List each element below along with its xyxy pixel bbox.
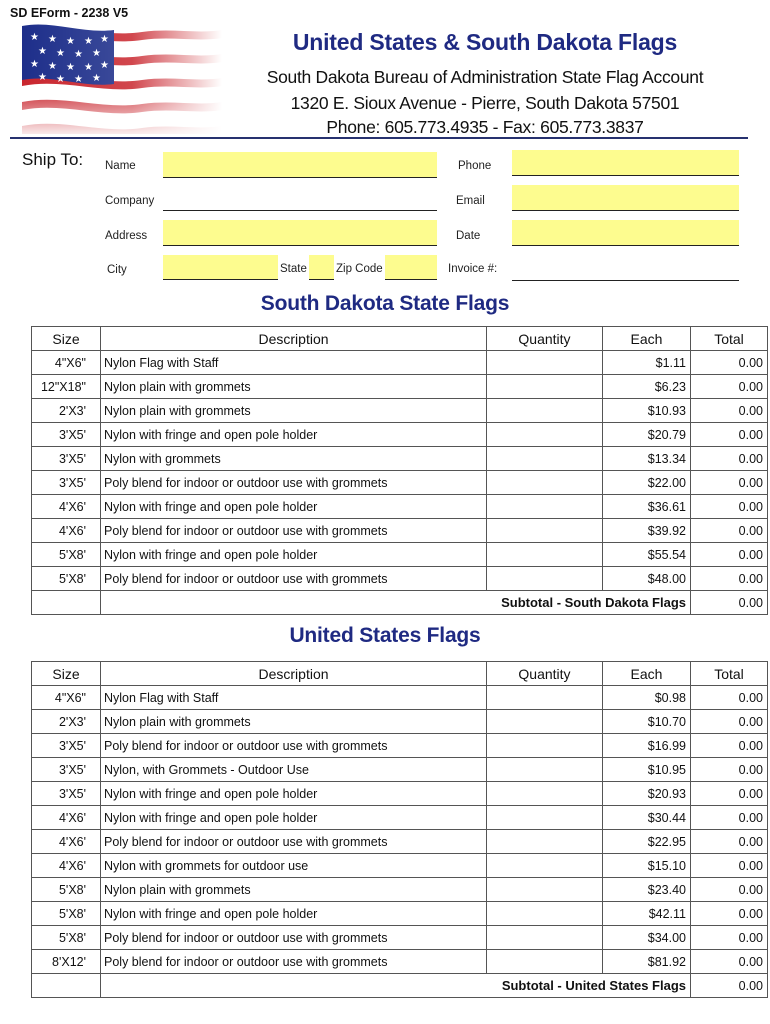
subtotal-row [32, 591, 768, 615]
table-row [32, 686, 768, 710]
size-cell: 4'X6' [32, 806, 101, 830]
description-cell: Nylon Flag with Staff [101, 686, 487, 710]
description-cell: Poly blend for indoor or outdoor use with grommets [101, 734, 487, 758]
line-total-cell: 0.00 [691, 399, 768, 423]
unit-price-cell: $10.95 [603, 758, 691, 782]
address-label: Address [105, 230, 148, 242]
table-row [32, 758, 768, 782]
table-row [32, 926, 768, 950]
line-total-cell: 0.00 [691, 495, 768, 519]
quantity-input-cell[interactable] [487, 351, 603, 375]
line-total-cell: 0.00 [691, 543, 768, 567]
table-row [32, 351, 768, 375]
table-row [32, 710, 768, 734]
subtotal-value: 0.00 [691, 591, 768, 615]
total-column-header: Total [691, 327, 768, 351]
line-total-cell: 0.00 [691, 447, 768, 471]
company-label: Company [105, 195, 155, 207]
line-total-cell: 0.00 [691, 375, 768, 399]
table-row [32, 567, 768, 591]
address-field[interactable] [163, 220, 437, 246]
line-total-cell: 0.00 [691, 902, 768, 926]
line-total-cell: 0.00 [691, 734, 768, 758]
quantity-input-cell[interactable] [487, 734, 603, 758]
size-cell: 4'X6' [32, 854, 101, 878]
table-row [32, 423, 768, 447]
description-cell: Nylon with fringe and open pole holder [101, 495, 487, 519]
table-row [32, 902, 768, 926]
unit-price-cell: $22.95 [603, 830, 691, 854]
sd-flags-table [31, 326, 768, 615]
line-total-cell: 0.00 [691, 351, 768, 375]
size-cell: 5'X8' [32, 902, 101, 926]
quantity-input-cell[interactable] [487, 830, 603, 854]
description-cell: Nylon plain with grommets [101, 375, 487, 399]
unit-price-cell: $36.61 [603, 495, 691, 519]
line-total-cell: 0.00 [691, 519, 768, 543]
size-cell: 5'X8' [32, 926, 101, 950]
size-cell: 5'X8' [32, 878, 101, 902]
table-row [32, 471, 768, 495]
table-row [32, 854, 768, 878]
size-cell: 2'X3' [32, 710, 101, 734]
size-cell: 3'X5' [32, 782, 101, 806]
description-cell: Nylon, with Grommets - Outdoor Use [101, 758, 487, 782]
invoice-field[interactable] [512, 258, 739, 281]
size-cell: 3'X5' [32, 734, 101, 758]
phone-fax-line: Phone: 605.773.4935 - Fax: 605.773.3837 [326, 117, 644, 137]
table-row [32, 878, 768, 902]
description-cell: Nylon with grommets for outdoor use [101, 854, 487, 878]
description-cell: Poly blend for indoor or outdoor use with grommets [101, 950, 487, 974]
table-row [32, 375, 768, 399]
subtotal-row [32, 974, 768, 998]
description-cell: Nylon with fringe and open pole holder [101, 902, 487, 926]
quantity-input-cell[interactable] [487, 806, 603, 830]
unit-price-cell: $55.54 [603, 543, 691, 567]
unit-price-cell: $20.79 [603, 423, 691, 447]
size-cell: 4"X6" [32, 686, 101, 710]
table-row [32, 806, 768, 830]
size-cell: 8'X12' [32, 950, 101, 974]
unit-price-cell: $10.70 [603, 710, 691, 734]
table-header-row [32, 327, 768, 351]
line-total-cell: 0.00 [691, 878, 768, 902]
quantity-input-cell[interactable] [487, 543, 603, 567]
state-field[interactable] [309, 255, 334, 280]
unit-price-cell: $15.10 [603, 854, 691, 878]
table-row [32, 495, 768, 519]
subtotal-spacer [32, 591, 101, 615]
address-line: 1320 E. Sioux Avenue - Pierre, South Dakota 57501 [290, 93, 680, 113]
line-total-cell: 0.00 [691, 567, 768, 591]
table-row [32, 447, 768, 471]
each-column-header: Each [603, 662, 691, 686]
total-column-header: Total [691, 662, 768, 686]
description-cell: Nylon with fringe and open pole holder [101, 806, 487, 830]
unit-price-cell: $22.00 [603, 471, 691, 495]
quantity-input-cell[interactable] [487, 447, 603, 471]
size-cell: 12"X18" [32, 375, 101, 399]
quantity-input-cell[interactable] [487, 495, 603, 519]
description-cell: Poly blend for indoor or outdoor use with grommets [101, 471, 487, 495]
table-row [32, 782, 768, 806]
description-cell: Nylon plain with grommets [101, 710, 487, 734]
table-row [32, 543, 768, 567]
unit-price-cell: $1.11 [603, 351, 691, 375]
size-cell: 3'X5' [32, 758, 101, 782]
sd-section-title: South Dakota State Flags [260, 292, 510, 315]
unit-price-cell: $81.92 [603, 950, 691, 974]
unit-price-cell: $30.44 [603, 806, 691, 830]
size-cell: 4'X6' [32, 830, 101, 854]
quantity-column-header: Quantity [487, 327, 603, 351]
form-title: United States & South Dakota Flags [292, 29, 678, 55]
size-cell: 3'X5' [32, 423, 101, 447]
city-field[interactable] [163, 255, 278, 280]
quantity-input-cell[interactable] [487, 471, 603, 495]
unit-price-cell: $10.93 [603, 399, 691, 423]
quantity-input-cell[interactable] [487, 423, 603, 447]
description-cell: Nylon plain with grommets [101, 399, 487, 423]
city-label: City [107, 264, 127, 276]
line-total-cell: 0.00 [691, 830, 768, 854]
size-cell: 2'X3' [32, 399, 101, 423]
line-total-cell: 0.00 [691, 950, 768, 974]
agency-line: South Dakota Bureau of Administration State Flag Account [266, 67, 704, 87]
quantity-input-cell[interactable] [487, 710, 603, 734]
table-row [32, 734, 768, 758]
size-column-header: Size [32, 662, 101, 686]
table-row [32, 830, 768, 854]
line-total-cell: 0.00 [691, 758, 768, 782]
size-column-header: Size [32, 327, 101, 351]
unit-price-cell: $20.93 [603, 782, 691, 806]
table-row [32, 399, 768, 423]
invoice-label: Invoice #: [448, 263, 498, 275]
description-cell: Nylon with fringe and open pole holder [101, 782, 487, 806]
size-cell: 3'X5' [32, 447, 101, 471]
line-total-cell: 0.00 [691, 686, 768, 710]
email-label: Email [456, 195, 485, 207]
subtotal-label: Subtotal - South Dakota Flags [101, 591, 691, 615]
description-column-header: Description [101, 662, 487, 686]
size-cell: 4'X6' [32, 519, 101, 543]
table-row [32, 950, 768, 974]
line-total-cell: 0.00 [691, 926, 768, 950]
date-field[interactable] [512, 220, 739, 246]
quantity-column-header: Quantity [487, 662, 603, 686]
subtotal-spacer [32, 974, 101, 998]
phone-field[interactable] [512, 150, 739, 176]
description-cell: Poly blend for indoor or outdoor use with grommets [101, 567, 487, 591]
header-divider [10, 137, 748, 139]
quantity-input-cell[interactable] [487, 375, 603, 399]
size-cell: 4'X6' [32, 495, 101, 519]
table-header-row [32, 662, 768, 686]
unit-price-cell: $34.00 [603, 926, 691, 950]
zip-label: Zip Code [336, 263, 383, 275]
zip-field[interactable] [385, 255, 437, 280]
quantity-input-cell[interactable] [487, 758, 603, 782]
quantity-input-cell[interactable] [487, 950, 603, 974]
unit-price-cell: $23.40 [603, 878, 691, 902]
size-cell: 3'X5' [32, 471, 101, 495]
company-field[interactable] [163, 188, 437, 211]
us-flag-image [22, 22, 222, 134]
quantity-input-cell[interactable] [487, 902, 603, 926]
quantity-input-cell[interactable] [487, 926, 603, 950]
description-cell: Nylon with grommets [101, 447, 487, 471]
description-cell: Nylon Flag with Staff [101, 351, 487, 375]
phone-label: Phone [458, 160, 492, 172]
date-label: Date [456, 230, 481, 242]
description-cell: Nylon with fringe and open pole holder [101, 543, 487, 567]
size-cell: 5'X8' [32, 567, 101, 591]
description-cell: Poly blend for indoor or outdoor use with grommets [101, 519, 487, 543]
description-cell: Nylon with fringe and open pole holder [101, 423, 487, 447]
unit-price-cell: $42.11 [603, 902, 691, 926]
us-flags-table [31, 661, 768, 998]
quantity-input-cell[interactable] [487, 782, 603, 806]
us-section-title: United States Flags [289, 624, 481, 647]
quantity-input-cell[interactable] [487, 854, 603, 878]
unit-price-cell: $0.98 [603, 686, 691, 710]
table-row [32, 519, 768, 543]
subtotal-value: 0.00 [691, 974, 768, 998]
quantity-input-cell[interactable] [487, 567, 603, 591]
line-total-cell: 0.00 [691, 854, 768, 878]
line-total-cell: 0.00 [691, 471, 768, 495]
unit-price-cell: $39.92 [603, 519, 691, 543]
description-cell: Poly blend for indoor or outdoor use with grommets [101, 830, 487, 854]
each-column-header: Each [603, 327, 691, 351]
quantity-input-cell[interactable] [487, 519, 603, 543]
unit-price-cell: $13.34 [603, 447, 691, 471]
email-field[interactable] [512, 185, 739, 211]
quantity-input-cell[interactable] [487, 878, 603, 902]
line-total-cell: 0.00 [691, 710, 768, 734]
state-label: State [280, 263, 307, 275]
unit-price-cell: $48.00 [603, 567, 691, 591]
unit-price-cell: $6.23 [603, 375, 691, 399]
unit-price-cell: $16.99 [603, 734, 691, 758]
description-cell: Poly blend for indoor or outdoor use with grommets [101, 926, 487, 950]
form-id: SD EForm - 2238 V5 [10, 6, 129, 20]
subtotal-label: Subtotal - United States Flags [101, 974, 691, 998]
line-total-cell: 0.00 [691, 806, 768, 830]
name-label: Name [105, 160, 136, 172]
description-column-header: Description [101, 327, 487, 351]
quantity-input-cell[interactable] [487, 686, 603, 710]
ship-to-heading: Ship To: [22, 150, 84, 169]
size-cell: 4"X6" [32, 351, 101, 375]
line-total-cell: 0.00 [691, 423, 768, 447]
line-total-cell: 0.00 [691, 782, 768, 806]
name-field[interactable] [163, 152, 437, 178]
size-cell: 5'X8' [32, 543, 101, 567]
quantity-input-cell[interactable] [487, 399, 603, 423]
description-cell: Nylon plain with grommets [101, 878, 487, 902]
